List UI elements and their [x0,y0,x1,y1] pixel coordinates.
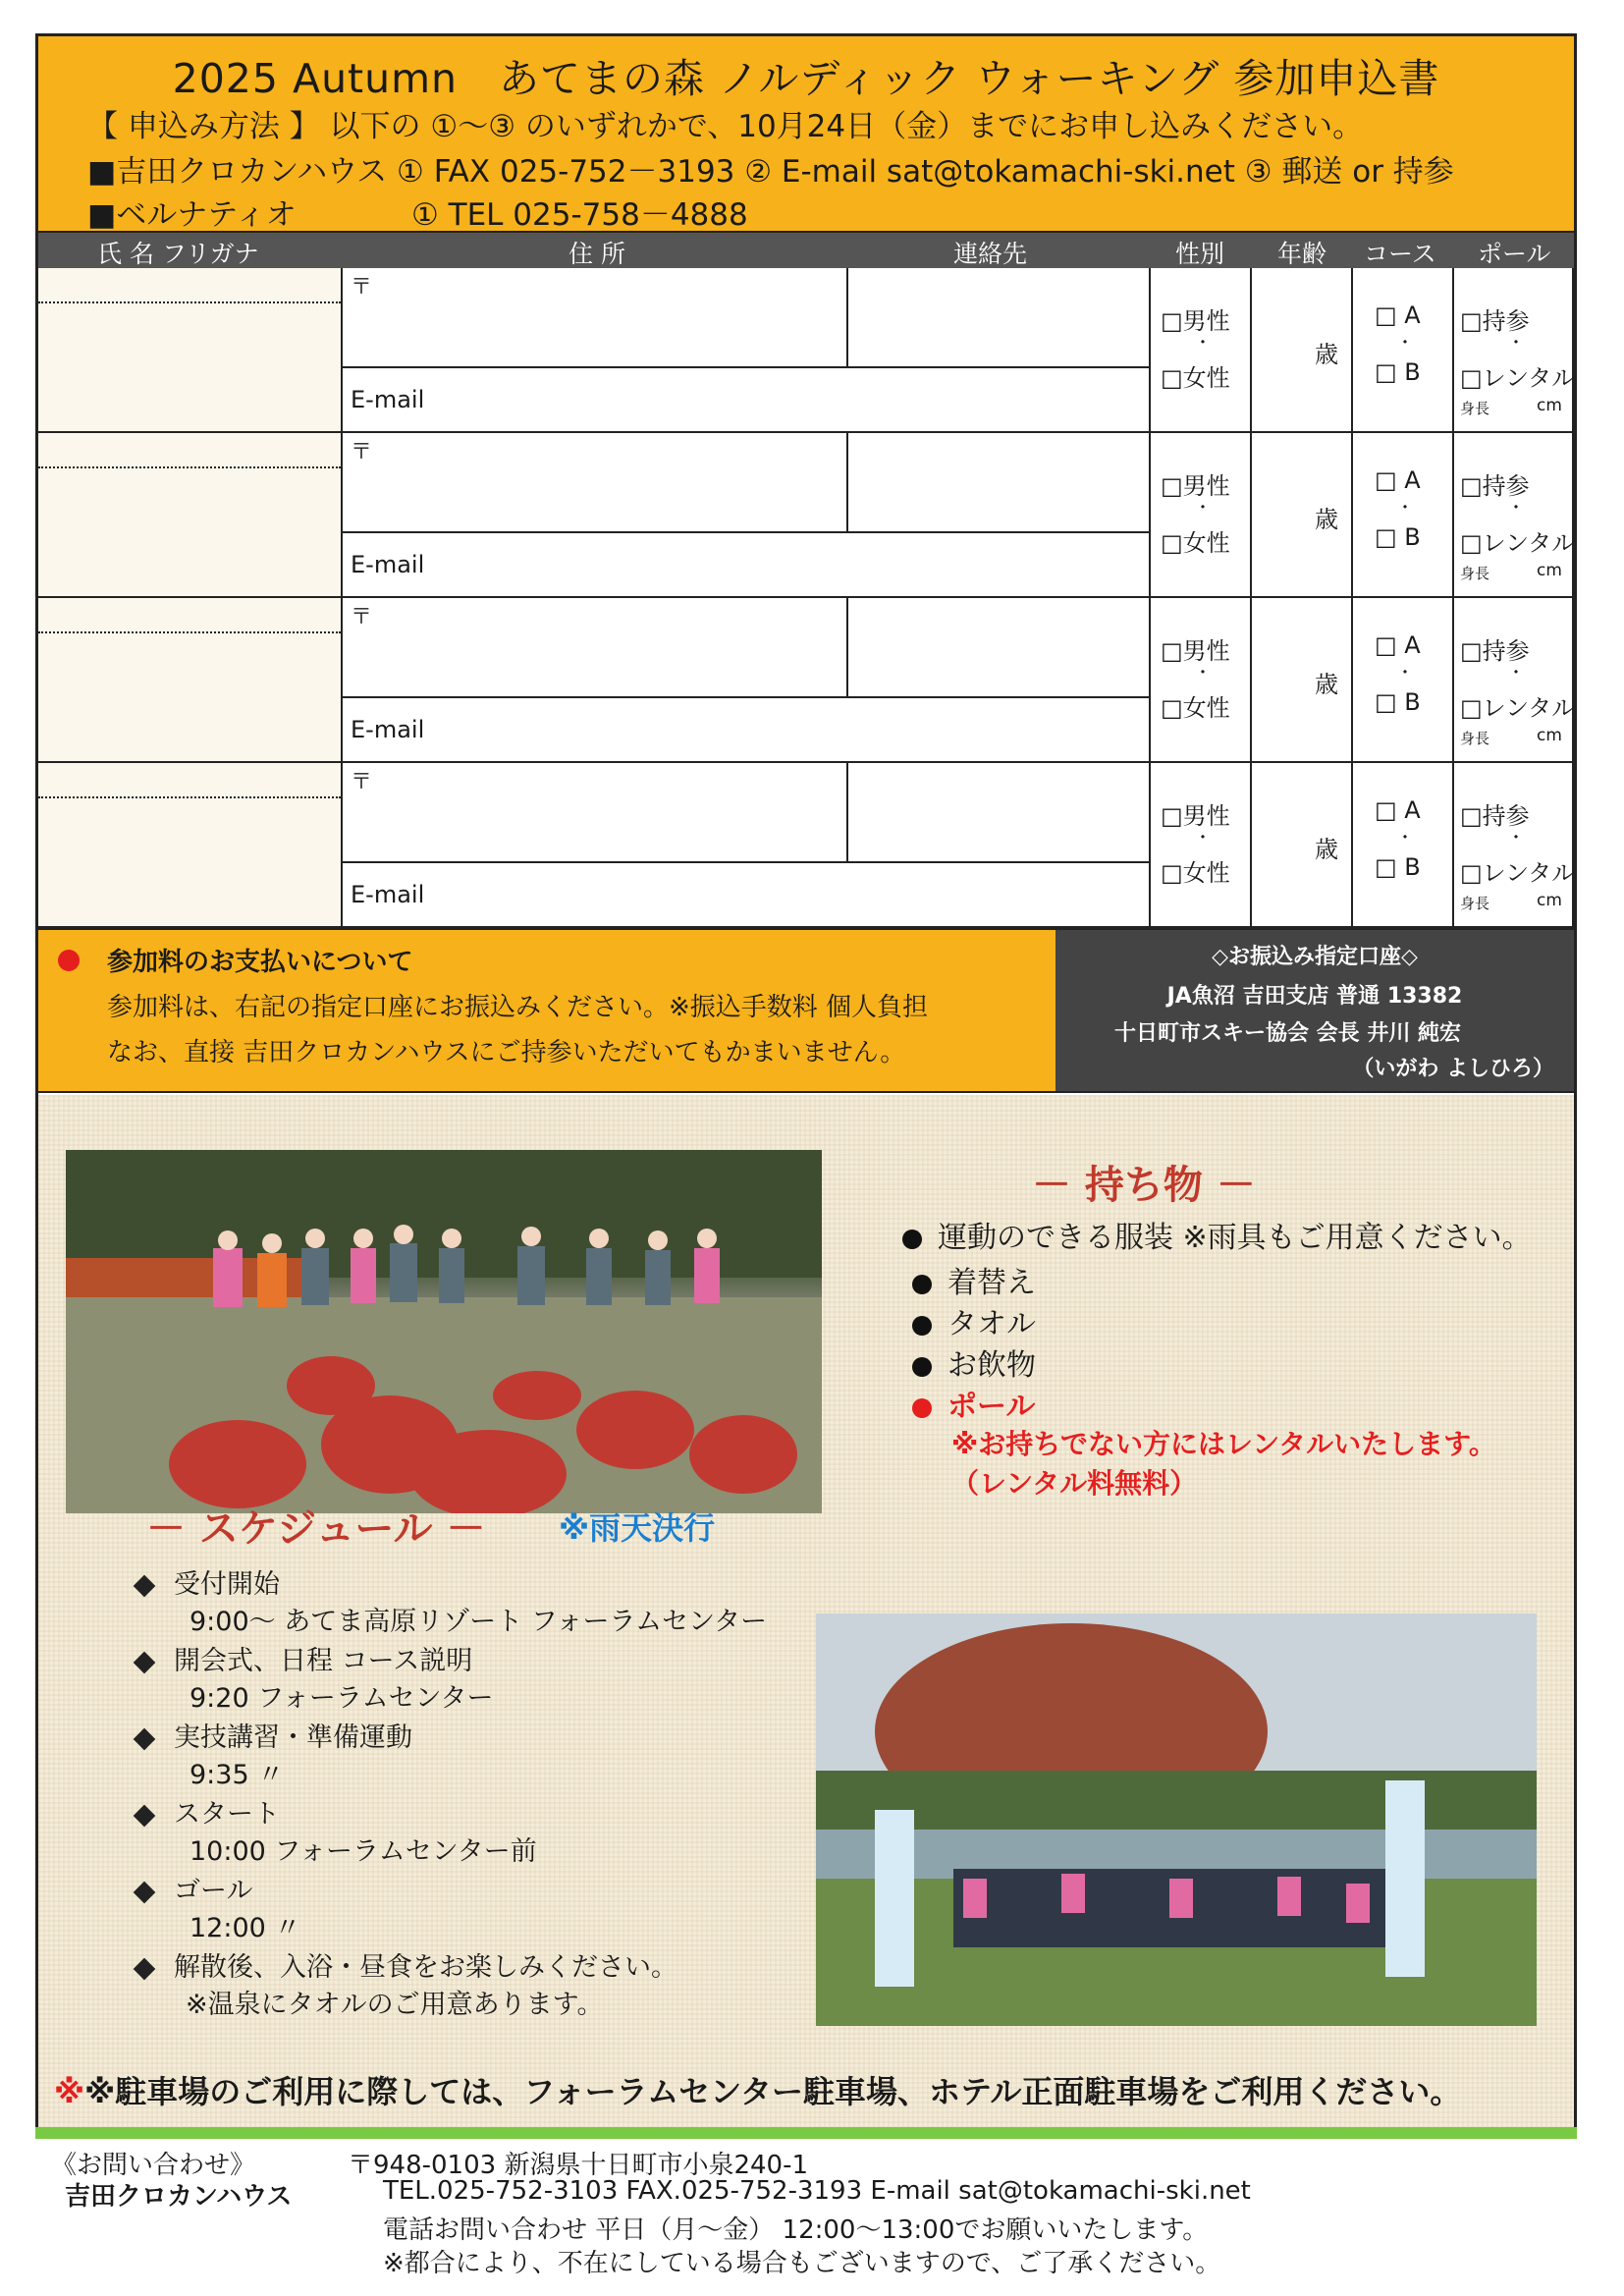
entry-row [38,763,1574,928]
postal-mark: 〒 [351,275,373,300]
list-item: 着替え [912,1258,1036,1301]
separator-dot: ・ [1396,663,1414,683]
header-pole: ポール [1478,240,1551,268]
checkbox-pole-own[interactable]: □持参 [1460,802,1530,830]
checkbox-course-b[interactable]: □ B [1375,358,1421,386]
schedule-item: 開会式、日程 コース説明 [136,1639,472,1677]
belongings-title: － 持ち物 － [1032,1163,1256,1208]
postal-mark: 〒 [351,440,373,465]
email-cell[interactable] [343,696,1151,761]
furigana-divider [38,466,341,468]
info-section [38,1095,1574,2138]
group-photo-kochia [66,1150,822,1513]
schedule-detail: ※温泉にタオルのご用意あります。 [186,1990,604,2020]
checkbox-course-a[interactable]: □ A [1375,631,1421,659]
bernatio-label: ■ベルナティオ [87,197,297,233]
bullet-icon [912,1275,932,1294]
email-cell[interactable] [343,366,1151,431]
pole-cell [1454,433,1574,596]
separator-dot: ・ [1194,498,1212,519]
checkbox-course-b[interactable]: □ B [1375,853,1421,881]
height-label: 身長 [1460,730,1490,747]
account-holder: 十日町市スキー協会 会長 井川 純宏 [1114,1021,1461,1046]
name-cell[interactable] [38,763,343,926]
checkbox-male[interactable]: □男性 [1161,637,1230,665]
diamond-icon [134,1804,156,1827]
sex-cell [1151,763,1252,926]
diamond-icon [134,1881,156,1903]
postal-mark: 〒 [351,770,373,794]
schedule-item: スタート [136,1792,280,1831]
separator-dot: ・ [1194,828,1212,848]
schedule-item: ゴール [136,1869,252,1907]
height-unit: cm [1537,726,1562,745]
diamond-icon [134,1574,156,1597]
separator-dot: ・ [1507,498,1525,519]
checkbox-pole-rental[interactable]: □レンタル [1460,694,1576,722]
sex-cell [1151,268,1252,431]
header-course: コース [1364,240,1436,268]
separator-dot: ・ [1194,333,1212,354]
furigana-divider [38,796,341,798]
payment-line2: なお、直接 吉田クロカンハウスにご持参いただいてもかまいません。 [107,1038,906,1067]
height-label: 身長 [1460,400,1490,417]
schedule-title: － スケジュール － [146,1506,486,1552]
form-title: 2025 Autumn あてまの森 ノルディック ウォーキング 参加申込書 [172,55,1440,102]
email-label: E-mail [351,386,425,413]
age-cell[interactable] [1252,598,1353,761]
pole-cell [1454,268,1574,431]
height-label: 身長 [1460,895,1490,912]
age-cell[interactable] [1252,433,1353,596]
parking-note: ※※駐車場のご利用に際しては、フォーラムセンター駐車場、ホテル正面駐車場をご利用ください。 [54,2073,1462,2110]
footer-address: 〒948-0103 新潟県十日町市小泉240-1 [348,2151,808,2180]
separator-dot: ・ [1507,663,1525,683]
diamond-icon [134,1957,156,1980]
height-unit: cm [1537,561,1562,580]
footer-bar [35,2127,1577,2139]
pole-cell [1454,598,1574,761]
list-item: お飲物 [912,1340,1036,1384]
height-unit: cm [1537,891,1562,910]
bullet-icon [902,1230,922,1249]
course-cell [1353,433,1454,596]
list-item: 運動のできる服装 ※雨具もご用意ください。 [902,1213,1532,1256]
age-unit: 歳 [1315,836,1338,863]
application-form [35,33,1577,2135]
separator-dot: ・ [1194,663,1212,683]
schedule-detail: 10:00 フォーラムセンター前 [189,1836,537,1867]
table-header [38,233,1574,268]
name-cell[interactable] [38,433,343,596]
contact-bernatio [87,190,748,234]
schedule-item: 受付開始 [136,1562,280,1601]
age-unit: 歳 [1315,341,1338,368]
email-cell[interactable] [343,531,1151,596]
furigana-divider [38,301,341,303]
header-sex: 性別 [1175,240,1225,268]
height-label: 身長 [1460,565,1490,582]
age-cell[interactable] [1252,268,1353,431]
header-contact: 連絡先 [953,240,1028,268]
checkbox-male[interactable]: □男性 [1161,802,1230,830]
checkbox-pole-own[interactable]: □持参 [1460,307,1530,335]
bullet-icon [912,1316,932,1336]
entry-row [38,598,1574,763]
schedule-detail: 12:00 〃 [189,1913,301,1943]
separator-dot: ・ [1396,828,1414,848]
email-label: E-mail [351,881,425,908]
course-cell [1353,268,1454,431]
email-label: E-mail [351,551,425,578]
account-title: ◇お振込み指定口座◇ [1212,945,1418,969]
name-cell[interactable] [38,268,343,431]
separator-dot: ・ [1396,333,1414,354]
checkbox-male[interactable]: □男性 [1161,472,1230,500]
checkbox-pole-own[interactable]: □持参 [1460,637,1530,665]
contact-yoshida: ■吉田クロカンハウス ① FAX 025-752－3193 ② E-mail sat@tokamachi-ski.net ③ 郵送 or 持参 [87,154,1454,190]
schedule-item: 実技講習・準備運動 [136,1716,412,1754]
pole-cell [1454,763,1574,926]
checkbox-course-a[interactable]: □ A [1375,466,1421,494]
payment-line1: 参加料は、右記の指定口座にお振込みください。※振込手数料 個人負担 [107,993,929,1022]
footer-hours: 電話お問い合わせ 平日（月～金） 12:00～13:00でお願いいたします。 [383,2215,1209,2245]
sex-cell [1151,598,1252,761]
pole-rental-note: ※お持ちでない方にはレンタルいたします。 [951,1428,1496,1460]
checkbox-pole-rental[interactable]: □レンタル [1460,529,1576,557]
course-cell [1353,598,1454,761]
header-name: 氏 名 フリガナ [97,240,259,268]
footer-absence: ※都合により、不在にしている場合もございますので、ご了承ください。 [383,2249,1221,2278]
account-bank: JA魚沼 吉田支店 普通 13382 [1166,984,1463,1009]
checkbox-course-b[interactable]: □ B [1375,523,1421,551]
bank-account-box [1056,930,1574,1091]
form-header [38,36,1574,233]
list-item-pole: ポール [912,1382,1035,1425]
checkbox-course-a[interactable]: □ A [1375,301,1421,329]
checkbox-female[interactable]: □女性 [1161,694,1230,722]
height-unit: cm [1537,396,1562,415]
name-cell[interactable] [38,598,343,761]
schedule-detail: 9:35 〃 [189,1760,285,1790]
checkbox-pole-own[interactable]: □持参 [1460,472,1530,500]
schedule-detail: 9:20 フォーラムセンター [189,1683,494,1714]
diamond-icon [134,1727,156,1750]
red-bullet-icon [912,1398,932,1418]
bernatio-phone: ① TEL 025-758－4888 [411,197,748,233]
checkbox-pole-rental[interactable]: □レンタル [1460,364,1576,392]
inquiry-label: 《お問い合わせ》 [51,2151,256,2180]
application-method: 【 申込み方法 】 以下の ①～③ のいずれかで、10月24日（金）までにお申し込みください。 [87,109,1364,144]
red-bullet-icon [58,950,80,971]
checkbox-female[interactable]: □女性 [1161,859,1230,887]
age-unit: 歳 [1315,671,1338,698]
checkbox-course-b[interactable]: □ B [1375,688,1421,716]
email-label: E-mail [351,716,425,743]
payment-title: 参加料のお支払いについて [107,948,413,977]
bullet-icon [912,1357,932,1377]
group-photo-lake [816,1613,1537,2026]
separator-dot: ・ [1396,498,1414,519]
account-reading: （いがわ よしひろ） [1352,1057,1554,1081]
payment-section [38,928,1574,1093]
schedule-item: 解散後、入浴・昼食をお楽しみください。 [136,1945,677,1984]
pole-rental-free: （レンタル料無料） [951,1467,1198,1500]
separator-dot: ・ [1507,333,1525,354]
checkbox-male[interactable]: □男性 [1161,307,1230,335]
diamond-icon [134,1651,156,1673]
schedule-detail: 9:00～ あてま高原リゾート フォーラムセンター [189,1607,768,1637]
age-unit: 歳 [1315,506,1338,533]
checkbox-female[interactable]: □女性 [1161,364,1230,392]
email-cell[interactable] [343,861,1151,926]
checkbox-pole-rental[interactable]: □レンタル [1460,859,1576,887]
checkbox-female[interactable]: □女性 [1161,529,1230,557]
age-cell[interactable] [1252,763,1353,926]
postal-mark: 〒 [351,605,373,629]
header-address: 住 所 [568,240,625,268]
header-age: 年齢 [1277,240,1327,268]
footer-contact: TEL.025-752-3103 FAX.025-752-3193 E-mail sat@tokamachi-ski.net [383,2176,1251,2206]
course-cell [1353,763,1454,926]
rain-note: ※雨天決行 [559,1509,716,1547]
checkbox-course-a[interactable]: □ A [1375,796,1421,824]
separator-dot: ・ [1507,828,1525,848]
entry-row [38,433,1574,598]
org-name: 吉田クロカンハウス [65,2182,293,2212]
sex-cell [1151,433,1252,596]
furigana-divider [38,631,341,633]
entry-row [38,268,1574,433]
entry-table [38,233,1574,928]
list-item: タオル [912,1299,1036,1342]
